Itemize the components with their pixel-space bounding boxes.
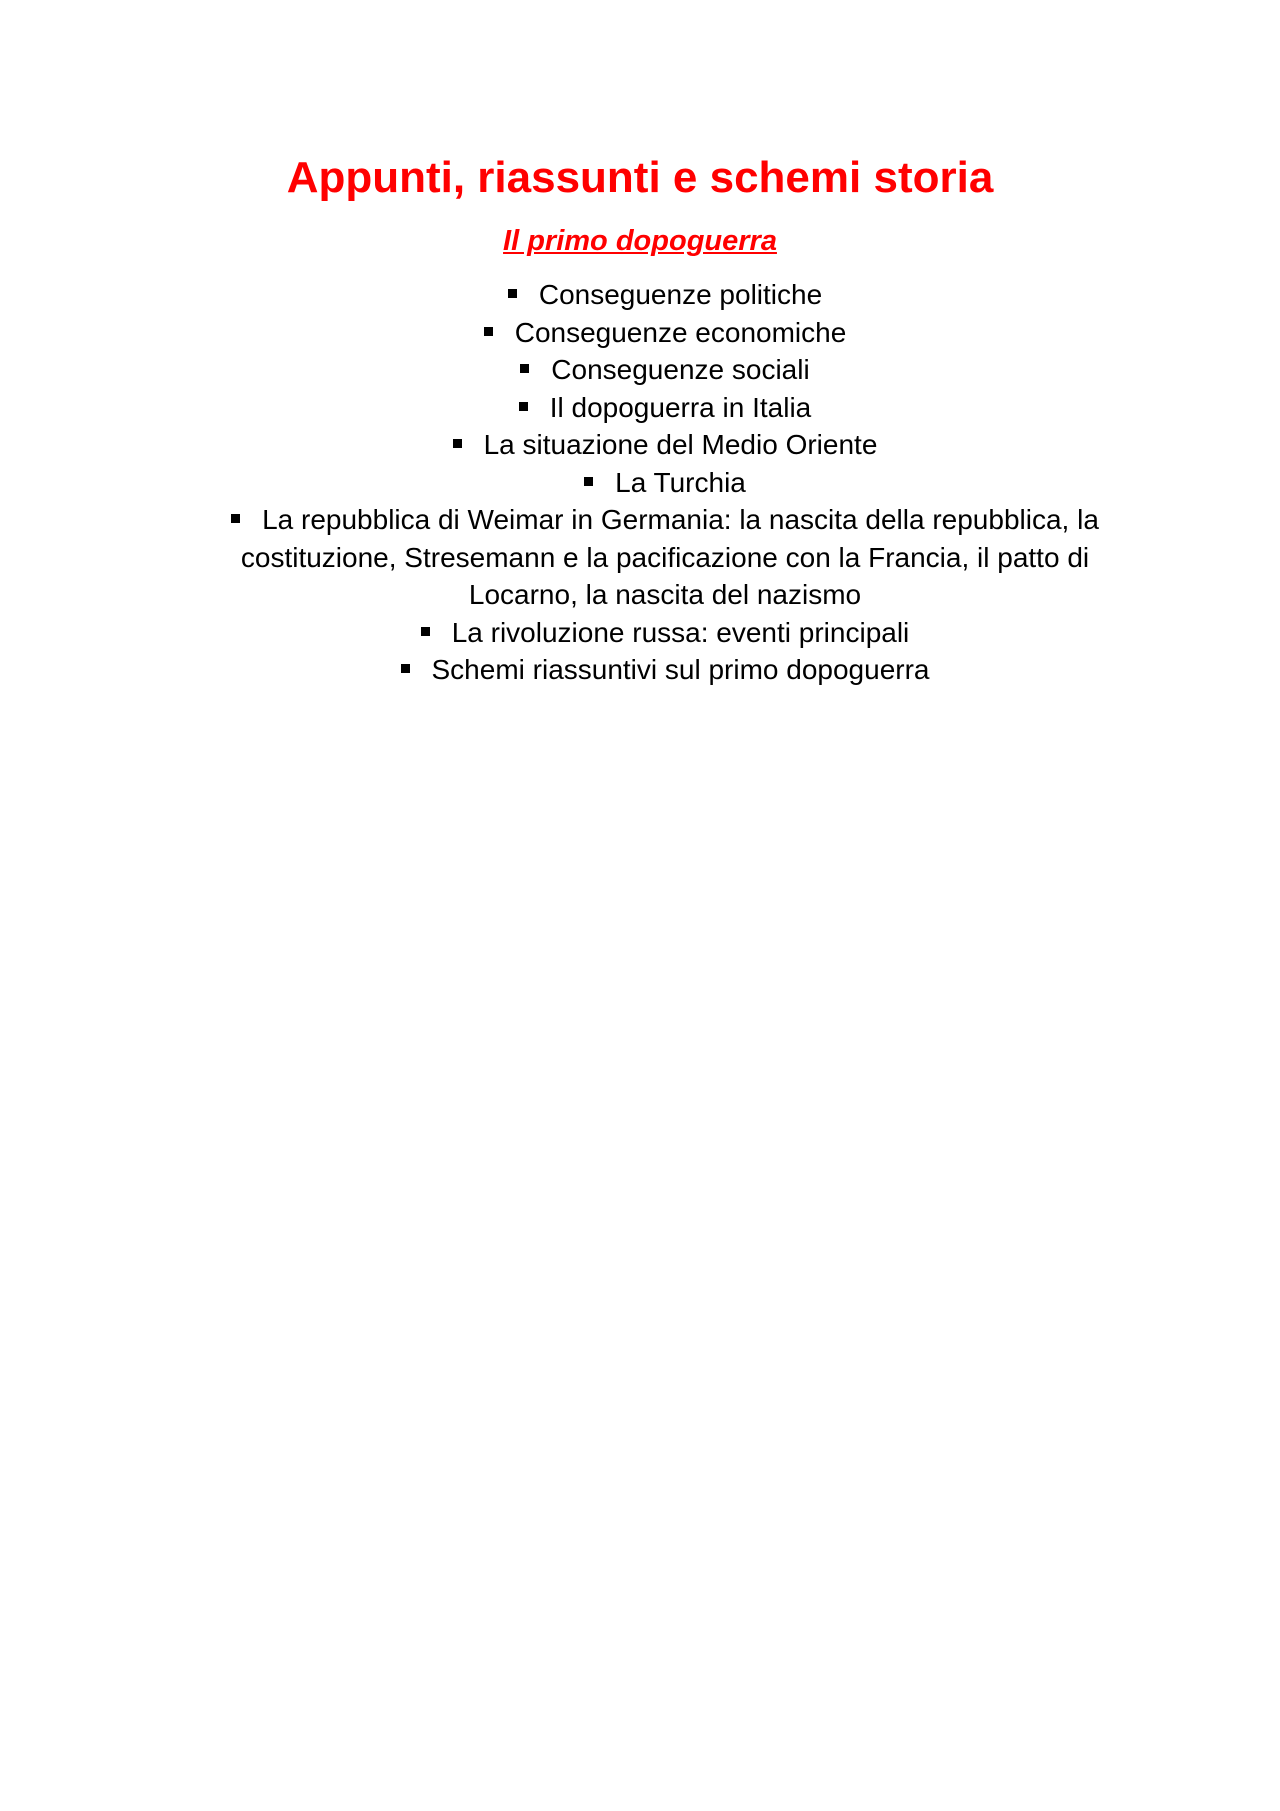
list-item-text: La repubblica di Weimar in Germania: la nascita della repubblica, la costituzione, Stresemann e la pacificazione con la Francia, il patto di Locarno, la nascita del nazismo (240, 504, 1099, 610)
square-bullet-icon (520, 364, 529, 373)
topic-list (190, 276, 1140, 689)
list-item (190, 651, 1140, 689)
list-item (190, 426, 1140, 464)
square-bullet-icon (484, 327, 493, 336)
page-title: Appunti, riassunti e schemi storia (286, 153, 994, 202)
list-item-text: Conseguenze sociali (551, 354, 810, 385)
list-item-text: La rivoluzione russa: eventi principali (451, 616, 910, 648)
square-bullet-icon (231, 514, 240, 523)
list-item (190, 464, 1140, 502)
square-bullet-icon (401, 664, 410, 673)
list-item (190, 351, 1140, 389)
list-item (190, 276, 1140, 314)
square-bullet-icon (453, 439, 462, 448)
list-item-text: Conseguenze economiche (514, 316, 847, 348)
list-item (190, 314, 1140, 352)
page-subtitle: Il primo dopoguerra (503, 225, 777, 257)
square-bullet-icon (508, 289, 517, 298)
list-item (190, 501, 1140, 614)
square-bullet-icon (519, 402, 528, 411)
list-item-text: Il dopoguerra in Italia (549, 391, 812, 423)
square-bullet-icon (421, 627, 430, 636)
square-bullet-icon (584, 477, 593, 486)
list-item-text: La situazione del Medio Oriente (483, 429, 878, 460)
list-item (190, 389, 1140, 427)
list-item (190, 614, 1140, 652)
list-item-text: Conseguenze politiche (538, 279, 823, 310)
list-item-text: Schemi riassuntivi sul primo dopoguerra (431, 654, 930, 685)
list-item-text: La Turchia (615, 466, 746, 498)
